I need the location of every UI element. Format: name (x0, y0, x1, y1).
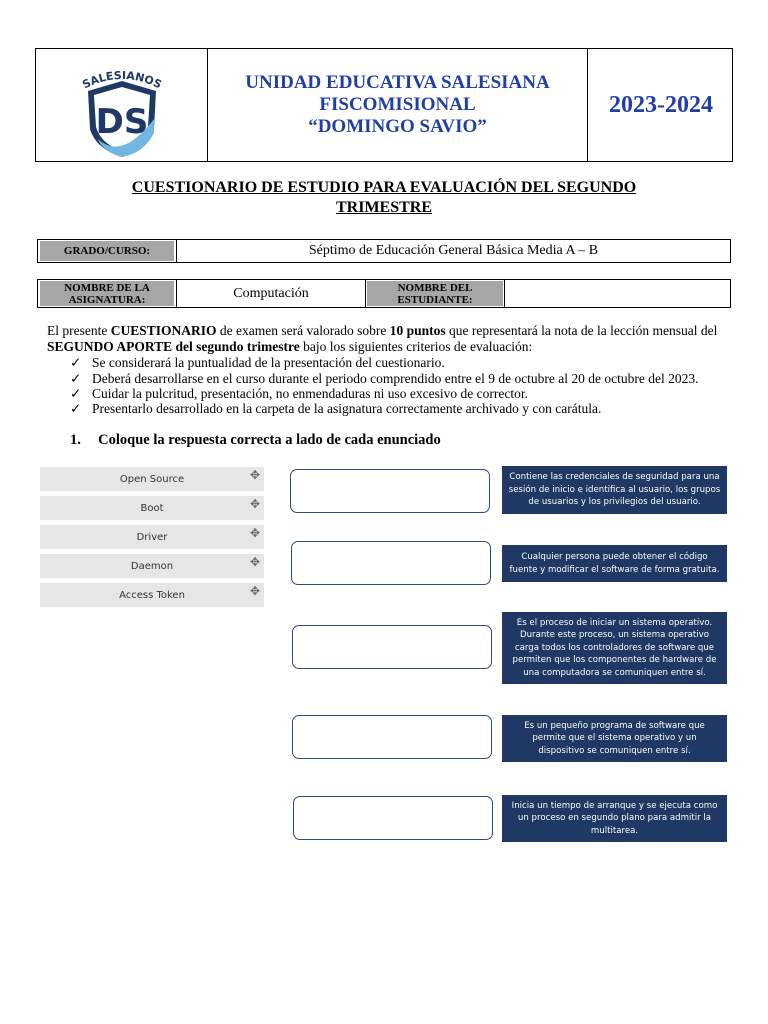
term-daemon[interactable]: Daemon ✥ (40, 554, 264, 578)
definition-4: Es un pequeño programa de software que permite que el sistema operativo y un dispositivo se comuniquen entre sí. (502, 715, 727, 762)
grade-label: GRADO/CURSO: (40, 241, 174, 261)
question-number: 1. (70, 432, 81, 448)
logo-monogram: DS (95, 102, 149, 142)
student-label: NOMBRE DEL ESTUDIANTE: (367, 281, 503, 306)
school-name-cell (208, 49, 588, 161)
answer-box-5[interactable] (293, 796, 493, 840)
school-name-line1: UNIDAD EDUCATIVA SALESIANA (245, 72, 550, 93)
question-heading (70, 432, 441, 449)
question-text: Coloque la respuesta correcta a lado de cada enunciado (98, 432, 441, 448)
answer-box-4[interactable] (292, 715, 492, 759)
answer-box-3[interactable] (292, 625, 492, 669)
term-boot[interactable]: Boot ✥ (40, 496, 264, 520)
definition-5: Inicia un tiempo de arranque y se ejecuta como un proceso en segundo plano para admitir la multitarea. (502, 795, 727, 842)
term-open-source[interactable]: Open Source ✥ (40, 467, 264, 491)
answer-box-1[interactable] (290, 469, 490, 513)
intro-paragraph: El presente CUESTIONARIO de examen será valorado sobre 10 puntos que representará la nota de la lección mensual del SEGUNDO APORTE del segundo trimestre bajo los siguientes criterios de evaluación: (47, 323, 718, 354)
move-icon[interactable]: ✥ (249, 526, 260, 540)
move-icon[interactable]: ✥ (249, 497, 260, 511)
student-name-field[interactable] (505, 280, 730, 307)
subject-label: NOMBRE DE LA ASIGNATURA: (40, 281, 174, 306)
logo-text: SALESIANOS (80, 68, 164, 92)
grade-row (37, 239, 731, 263)
move-icon[interactable]: ✥ (249, 584, 260, 598)
document-title (60, 178, 708, 218)
salesianos-logo (36, 49, 208, 161)
header-table (35, 48, 733, 162)
criteria-item: ✓ Presentarlo desarrollado en la carpeta de la asignatura correctamente archivado y con carátula. (70, 401, 602, 416)
checkmark-icon: ✓ (70, 386, 82, 401)
checkmark-icon: ✓ (70, 401, 82, 416)
criteria-item: ✓ Deberá desarrollarse en el curso durante el periodo comprendido entre el 9 de octubre al 20 de octubre del 2023. (70, 371, 699, 386)
criteria-item: ✓ Se considerará la puntualidad de la presentación del cuestionario. (70, 355, 445, 370)
logo-cell (36, 49, 208, 161)
subject-value: Computación (233, 285, 309, 301)
school-year: 2023-2024 (609, 91, 713, 118)
term-access-token[interactable]: Access Token ✥ (40, 583, 264, 607)
checkmark-icon: ✓ (70, 355, 82, 370)
answer-box-2[interactable] (291, 541, 491, 585)
year-cell (588, 49, 734, 161)
definition-1: Contiene las credenciales de seguridad para una sesión de inicio e identifica al usuario, los grupos de usuarios y los privilegios del usuario. (502, 466, 727, 514)
school-name-line3: “DOMINGO SAVIO” (308, 116, 487, 137)
document-title-line1: CUESTIONARIO DE ESTUDIO PARA EVALUACIÓN DEL SEGUNDO (131, 179, 637, 196)
move-icon[interactable]: ✥ (249, 555, 260, 569)
subject-row (37, 279, 731, 308)
definition-2: Cualquier persona puede obtener el código fuente y modificar el software de forma gratuita. (502, 545, 727, 582)
term-driver[interactable]: Driver ✥ (40, 525, 264, 549)
divider (365, 280, 366, 307)
definition-3: Es el proceso de iniciar un sistema operativo. Durante este proceso, un sistema operativo carga todos los controladores de software que permiten que los componentes de hardware de una computadora se comuniquen entre sí. (502, 612, 727, 684)
move-icon[interactable]: ✥ (249, 468, 260, 482)
grade-value: Séptimo de Educación General Básica Media A – B (308, 243, 599, 258)
document-title-line2: TRIMESTRE (335, 199, 433, 216)
criteria-item: ✓ Cuidar la pulcritud, presentación, no enmendaduras ni uso excesivo de corrector. (70, 386, 528, 401)
school-name-line2: FISCOMISIONAL (319, 94, 476, 115)
checkmark-icon: ✓ (70, 371, 82, 386)
